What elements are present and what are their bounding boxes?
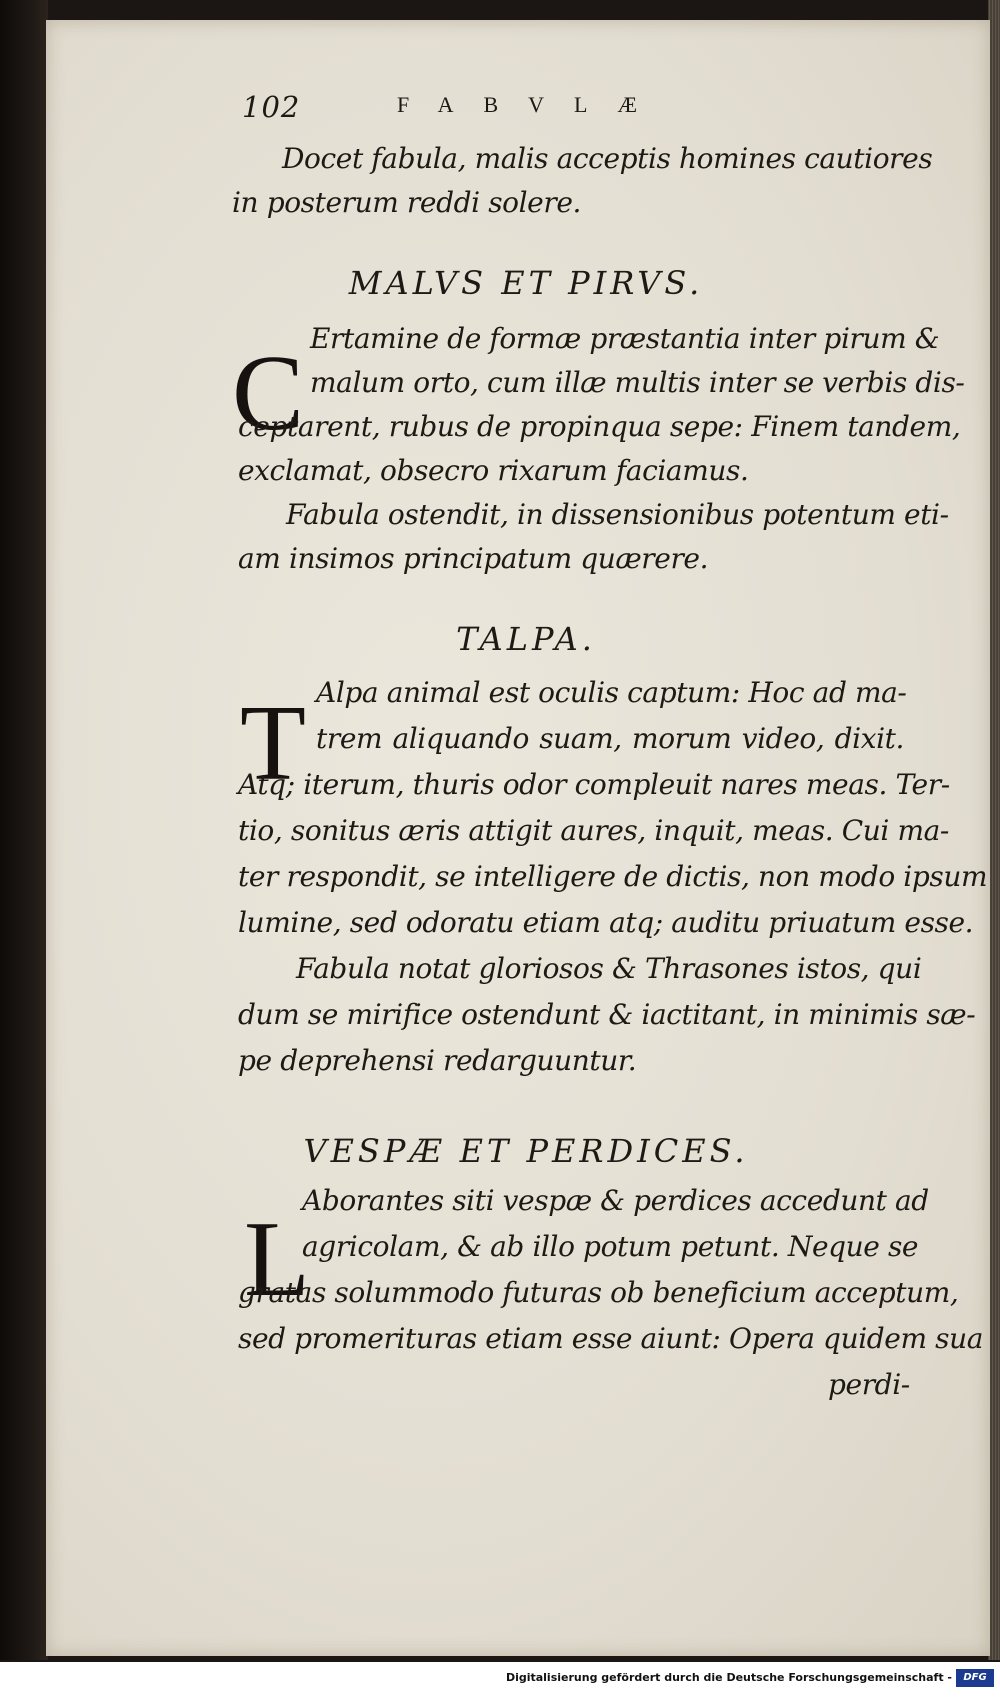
fable-line: gratas solummodo futuras ob beneficium acceptum, <box>238 1276 959 1309</box>
fable-title: MALVS ET PIRVS. <box>348 264 704 302</box>
fable-line: trem aliquando suam, morum video, dixit. <box>316 722 904 755</box>
fable-title: TALPA. <box>456 620 596 658</box>
footer-credit: Digitalisierung gefördert durch die Deutsche Forschungsgemeinschaft - <box>505 1671 952 1684</box>
running-title: FABVLÆ <box>397 92 668 117</box>
drop-cap-initial: T <box>240 684 306 803</box>
fable-line: ceptarent, rubus de propinqua sepe: Finem tandem, <box>238 410 961 443</box>
intro-line: Docet fabula, malis acceptis homines cautiores <box>282 142 933 175</box>
fable-line: Ertamine de formæ præstantia inter pirum & <box>310 322 940 355</box>
moral-line: Fabula notat gloriosos & Thrasones istos, qui <box>296 952 922 985</box>
fable-line: sed promerituras etiam esse aiunt: Opera quidem sua <box>238 1322 984 1355</box>
fable-line: exclamat, obsecro rixarum faciamus. <box>238 454 749 487</box>
page-number: 102 <box>242 90 301 124</box>
fable-line: Aborantes siti vespæ & perdices accedunt ad <box>302 1184 929 1217</box>
catchword: perdi- <box>828 1368 910 1401</box>
page-header <box>242 90 962 130</box>
fable-line: Alpa animal est oculis captum: Hoc ad ma- <box>316 676 907 709</box>
fable-line: lumine, sed odoratu etiam atq; auditu priuatum esse. <box>238 906 974 939</box>
book-page <box>46 20 990 1656</box>
digitization-footer <box>0 1662 1000 1697</box>
drop-cap-initial: C <box>232 334 305 453</box>
moral-line: pe deprehensi redarguuntur. <box>238 1044 637 1077</box>
moral-line: am insimos principatum quærere. <box>238 542 709 575</box>
fable-line: agricolam, & ab illo potum petunt. Neque se <box>302 1230 919 1263</box>
book-binding <box>0 0 48 1660</box>
fable-line: tio, sonitus æris attigit aures, inquit, meas. Cui ma- <box>238 814 949 847</box>
drop-cap-initial: L <box>244 1200 310 1319</box>
moral-line: Fabula ostendit, in dissensionibus potentum eti- <box>286 498 949 531</box>
moral-line: dum se mirifice ostendunt & iactitant, in minimis sæ- <box>238 998 976 1031</box>
fable-line: malum orto, cum illæ multis inter se verbis dis- <box>310 366 965 399</box>
fable-line: ter respondit, se intelligere de dictis, non modo ipsum <box>238 860 988 893</box>
fable-line: Atq; iterum, thuris odor compleuit nares meas. Ter- <box>238 768 950 801</box>
dfg-logo: DFG <box>956 1669 994 1687</box>
intro-line: in posterum reddi solere. <box>232 186 581 219</box>
page-text <box>46 20 990 1656</box>
fable-title: VESPÆ ET PERDICES. <box>303 1132 749 1170</box>
